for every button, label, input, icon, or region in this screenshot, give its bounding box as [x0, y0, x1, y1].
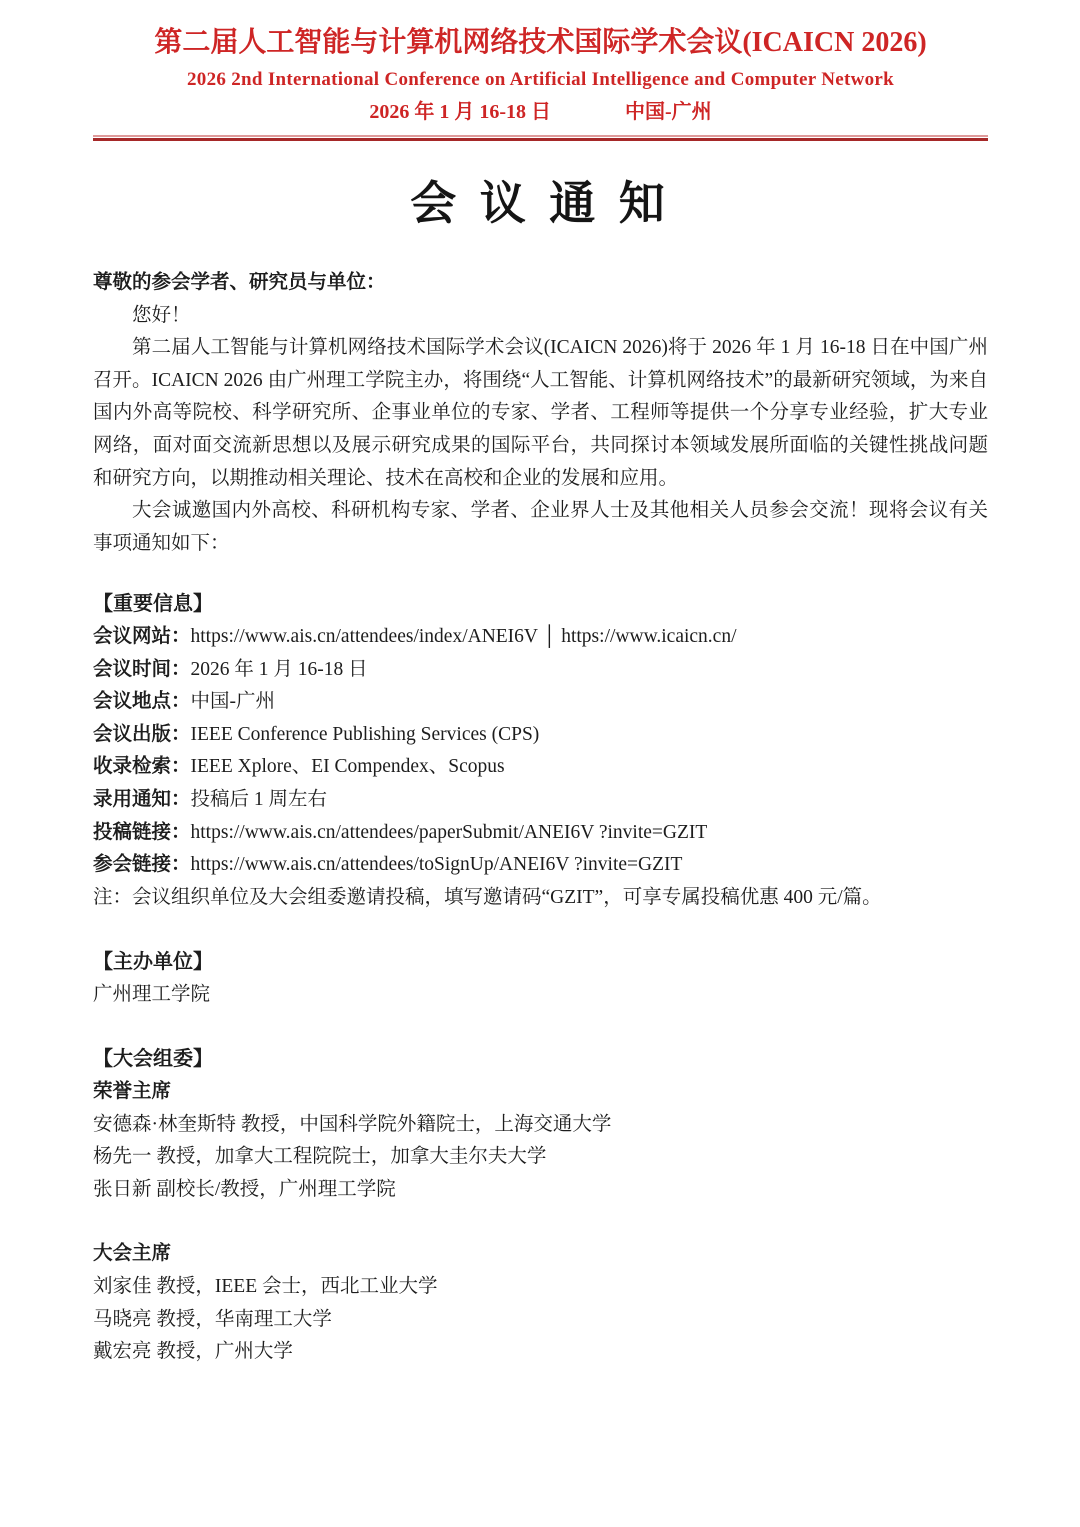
registration-link-url[interactable]: https://www.ais.cn/attendees/toSignUp/ANEI6V ?invite=GZIT [190, 854, 683, 876]
committee-member: 马晓亮 教授，华南理工大学 [93, 1308, 332, 1330]
header-divider-rule [93, 135, 988, 141]
info-row-registration-link [93, 849, 988, 882]
info-label: 录用通知： [93, 788, 191, 810]
invitation-paragraph: 大会诚邀国内外高校、科研机构专家、学者、企业界人士及其他相关人员参会交流！现将会议有关事项通知如下： [93, 500, 988, 554]
greeting-line: 您好！ [132, 304, 191, 326]
invite-code-note: 注：会议组织单位及大会组委邀请投稿，填写邀请码“GZIT”，可享专属投稿优惠 400 元/篇。 [93, 886, 882, 908]
info-row-website [93, 621, 988, 654]
conference-title-cn: 第二届人工智能与计算机网络技术国际学术会议(ICAICN 2026) [154, 27, 927, 58]
info-row-date [93, 654, 988, 687]
conference-date-location [93, 99, 988, 126]
section-heading-important-info: 【重要信息】 [93, 593, 213, 616]
info-row-location [93, 686, 988, 719]
committee-member: 张日新 副校长/教授，广州理工学院 [93, 1178, 396, 1200]
committee-member: 戴宏亮 教授，广州大学 [93, 1341, 293, 1363]
conference-location-value: 中国-广州 [190, 691, 276, 713]
info-label: 会议网站： [93, 625, 191, 647]
acceptance-value: 投稿后 1 周左右 [190, 788, 328, 810]
conference-website-url[interactable]: https://www.ais.cn/attendees/index/ANEI6V │ https://www.icaicn.cn/ [190, 625, 737, 647]
info-label: 参会链接： [93, 854, 191, 876]
conference-location: 中国-广州 [625, 101, 712, 123]
info-row-submission-link [93, 817, 988, 850]
notice-title: 会 议 通 知 [410, 178, 671, 229]
submission-link-url[interactable]: https://www.ais.cn/attendees/paperSubmit/ANEI6V ?invite=GZIT [190, 821, 708, 843]
committee-member: 杨先一 教授，加拿大工程院院士，加拿大圭尔夫大学 [93, 1146, 547, 1168]
indexing-value: IEEE Xplore、EI Compendex、Scopus [190, 756, 505, 778]
info-label: 会议时间： [93, 658, 191, 680]
info-label: 收录检索： [93, 756, 191, 778]
info-row-publisher [93, 719, 988, 752]
publisher-value: IEEE Conference Publishing Services (CPS) [190, 723, 540, 745]
info-row-acceptance [93, 784, 988, 817]
conference-letterhead [93, 24, 988, 141]
organizer-name: 广州理工学院 [93, 983, 211, 1005]
committee-member: 刘家佳 教授，IEEE 会士，西北工业大学 [93, 1276, 438, 1298]
committee-member: 安德森·林奎斯特 教授，中国科学院外籍院士，上海交通大学 [93, 1113, 612, 1135]
section-heading-committee: 【大会组委】 [93, 1048, 213, 1071]
info-row-indexing [93, 751, 988, 784]
intro-paragraph: 第二届人工智能与计算机网络技术国际学术会议(ICAICN 2026)将于 2026 年 1 月 16-18 日在中国广州召开。ICAICN 2026 由广州理工学院主办，将围绕“人工智能、计算机网络技术”的最新研究领域，为来自国内外高等院校、科学研究所、企事业单位的专家、学者、工程师等提供一个分享专业经验，扩大专业网络，面对面交流新思想以及展示研究成果的国际平台，共同探讨本领域发展所面临的关键性挑战问题和研究方向，以期推动相关理论、技术在高校和企业的发展和应用。 [93, 337, 988, 489]
role-heading-conference-chairs: 大会主席 [93, 1243, 172, 1265]
section-heading-organizer: 【主办单位】 [93, 951, 213, 974]
info-label: 会议出版： [93, 723, 191, 745]
conference-date: 2026 年 1 月 16-18 日 [369, 101, 551, 123]
role-heading-honorary-chairs: 荣誉主席 [93, 1081, 172, 1103]
info-label: 投稿链接： [93, 821, 191, 843]
conference-title-en: 2026 2nd International Conference on Artificial Intelligence and Computer Network [186, 69, 895, 90]
notice-body [93, 267, 988, 1369]
salutation-line: 尊敬的参会学者、研究员与单位： [93, 272, 386, 293]
info-label: 会议地点： [93, 691, 191, 713]
conference-date-value: 2026 年 1 月 16-18 日 [190, 658, 368, 680]
